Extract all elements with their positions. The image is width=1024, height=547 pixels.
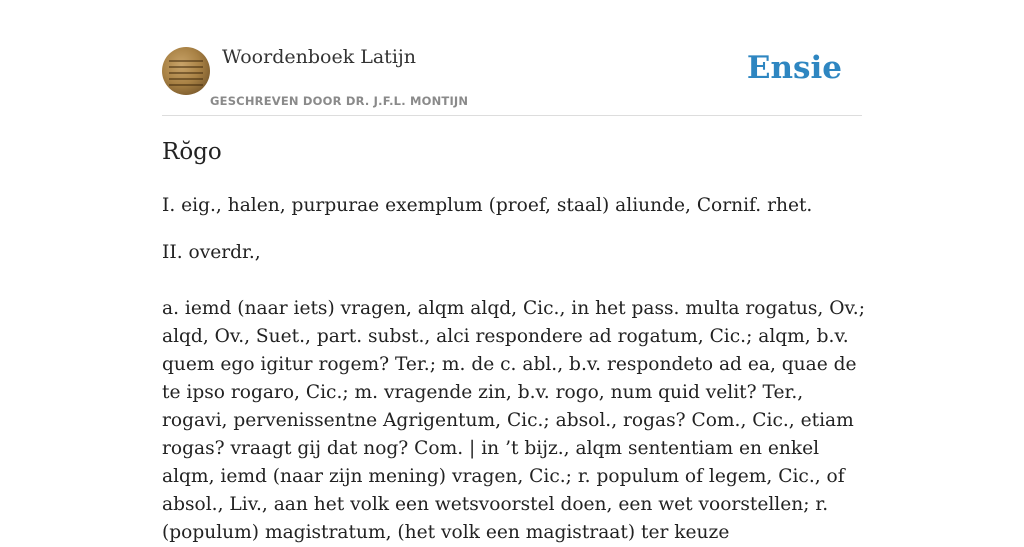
dictionary-name-link[interactable]: Woordenboek Latijn bbox=[222, 46, 417, 68]
entry-headword: Rŏgo bbox=[162, 139, 222, 165]
entry-paragraph-figurative-a: a. iemd (naar iets) vragen, alqm alqd, Cic., in het pass. multa rogatus, Ov.; alqd, Ov., Suet., part. subst., alci respondere ad rogatum, Cic.; alqm, b.v. quem ego igitur rogem? Ter.; m. de c. abl., b.v. respondeto ad ea, quae de te ipso rogaro, Cic.; m. vragende zin, b.v. rogo, num quid velit? Ter., rogavi, pervenissentne Agrigentum, Cic.; absol., rogas? Com., Cic., etiam rogas? vraagt gij dat nog? Com. | in ’t bijz., alqm sententiam en enkel alqm, iemd (naar zijn mening) vragen, Cic.; r. populum of legem, Cic., of absol., Liv., aan het volk een wetsvoorstel doen, een wet voorstellen; r. (populum) magistratum, (het volk een magistraat) ter keuze bbox=[162, 298, 865, 543]
brand-logo-link[interactable]: Ensie bbox=[746, 50, 842, 86]
entry-paragraph-figurative-heading: II. overdr., bbox=[162, 242, 261, 263]
engraved-coin-logo-icon[interactable] bbox=[162, 47, 210, 95]
entry-paragraph-literal: I. eig., halen, purpurae exemplum (proef, staal) aliunde, Cornif. rhet. bbox=[162, 195, 813, 216]
author-byline: GESCHREVEN DOOR DR. J.F.L. MONTIJN bbox=[210, 94, 469, 108]
header-divider bbox=[162, 115, 862, 116]
